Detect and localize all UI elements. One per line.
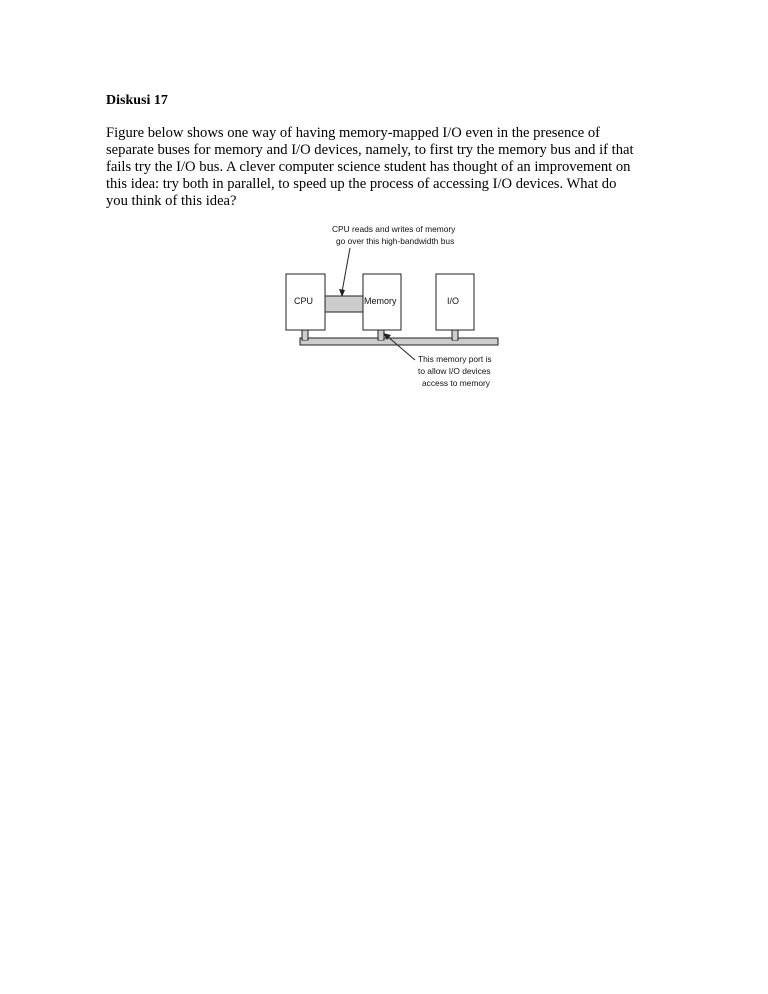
bottom-caption-line-1: This memory port is — [418, 354, 492, 364]
cpu-label: CPU — [294, 296, 314, 306]
question-line: separate buses for memory and I/O devices, namely, to first try the memory bus and if that — [106, 142, 634, 158]
io-join — [453, 337, 457, 340]
io-label: I/O — [447, 296, 460, 306]
bus-diagram — [270, 220, 530, 400]
bottom-caption-line-3: access to memory — [422, 378, 490, 388]
memory-join — [379, 337, 383, 340]
top-caption-line-1: CPU reads and writes of memory — [332, 224, 456, 234]
io-bus — [300, 338, 498, 345]
top-caption-line-2: go over this high-bandwidth bus — [336, 236, 455, 246]
question-line: Figure below shows one way of having memory-mapped I/O even in the presence of — [106, 125, 601, 141]
question-paragraph — [106, 125, 678, 210]
memory-bus — [325, 296, 363, 312]
memory-mapped-io-figure — [270, 220, 530, 400]
question-line: fails try the I/O bus. A clever computer science student has thought of an improvement on — [106, 159, 631, 175]
caption-arrow-line — [342, 248, 350, 292]
memory-label: Memory — [364, 296, 397, 306]
question-line: you think of this idea? — [106, 193, 237, 209]
question-line: this idea: try both in parallel, to speed up the process of accessing I/O devices. What do — [106, 176, 617, 192]
bottom-caption-line-2: to allow I/O devices — [418, 366, 491, 376]
cpu-join — [303, 337, 307, 340]
section-heading: Diskusi 17 — [106, 93, 168, 108]
